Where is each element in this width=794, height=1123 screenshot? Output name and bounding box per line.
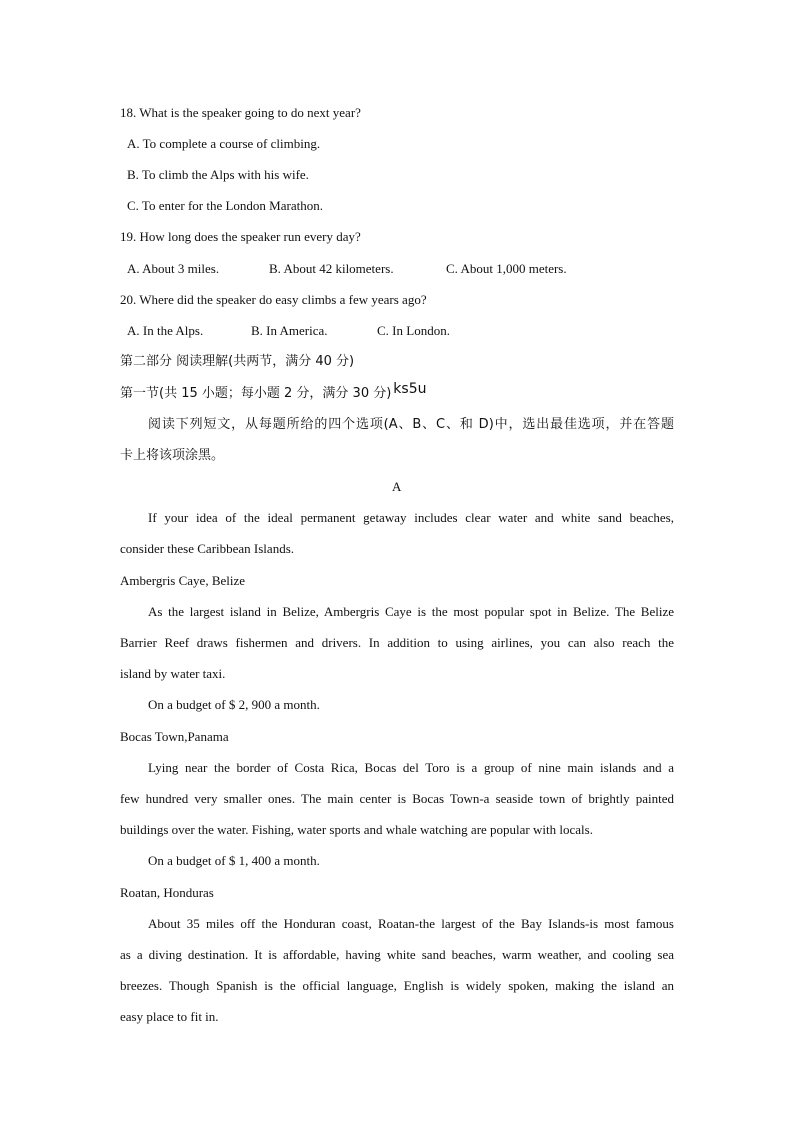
question-19-option-c: C. About 1,000 meters. [446, 261, 567, 276]
island-name-ambergris: Ambergris Caye, Belize [120, 573, 246, 588]
question-20-option-a: A. In the Alps. [127, 323, 204, 338]
part-two-heading: 第二部分 阅读理解(共两节，满分 40 分) [120, 354, 355, 369]
section-one-heading [120, 381, 427, 403]
section-one-text: 第一节(共 15 小题；每小题 2 分，满分 30 分) [120, 386, 392, 401]
ambergris-line-3: island by water taxi. [120, 666, 226, 681]
question-18-option-c: C. To enter for the London Marathon. [127, 198, 323, 213]
question-18-option-b: B. To climb the Alps with his wife. [127, 167, 309, 182]
instruction-line-1: 阅读下列短文，从每题所给的四个选项(A、B、C、和 D)中，选出最佳选项，并在答题 [148, 417, 674, 432]
bocas-line-2: few hundred very smaller ones. The main center is Bocas Town-a seaside town of brightly painted [120, 791, 674, 806]
bocas-line-3: buildings over the water. Fishing, water sports and whale watching are popular with locals. [120, 822, 593, 837]
island-name-bocas: Bocas Town,Panama [120, 729, 229, 744]
question-20-option-c: C. In London. [377, 323, 450, 338]
ambergris-budget: On a budget of $ 2, 900 a month. [148, 697, 320, 712]
question-18-stem: 18. What is the speaker going to do next year? [120, 105, 361, 120]
island-name-roatan: Roatan, Honduras [120, 885, 214, 900]
question-20-option-b: B. In America. [251, 323, 328, 338]
roatan-line-1: About 35 miles off the Honduran coast, Roatan-the largest of the Bay Islands-is most famous [148, 916, 674, 931]
bocas-budget: On a budget of $ 1, 400 a month. [148, 853, 320, 868]
passage-label: A [392, 479, 402, 494]
roatan-line-2: as a diving destination. It is affordable, having white sand beaches, warm weather, and cooling sea [120, 947, 674, 962]
question-18-option-a: A. To complete a course of climbing. [127, 136, 321, 151]
question-19-option-b: B. About 42 kilometers. [269, 261, 394, 276]
roatan-line-4: easy place to fit in. [120, 1009, 219, 1024]
bocas-line-1: Lying near the border of Costa Rica, Bocas del Toro is a group of nine main islands and a [148, 760, 674, 775]
question-19-stem: 19. How long does the speaker run every day? [120, 229, 361, 244]
question-20-stem: 20. Where did the speaker do easy climbs a few years ago? [120, 292, 427, 307]
ambergris-line-2: Barrier Reef draws fishermen and drivers. In addition to using airlines, you can also reach the [120, 635, 674, 650]
passage-intro-line-1: If your idea of the ideal permanent getaway includes clear water and white sand beaches, [148, 510, 674, 525]
ambergris-line-1: As the largest island in Belize, Ambergris Caye is the most popular spot in Belize. The Belize [148, 604, 674, 619]
passage-intro-line-2: consider these Caribbean Islands. [120, 541, 295, 556]
instruction-line-2: 卡上将该项涂黑。 [120, 448, 225, 463]
question-19-option-a: A. About 3 miles. [127, 261, 220, 276]
roatan-line-3: breezes. Though Spanish is the official language, English is widely spoken, making the island an [120, 978, 674, 993]
watermark-text: ks5u [393, 381, 427, 397]
